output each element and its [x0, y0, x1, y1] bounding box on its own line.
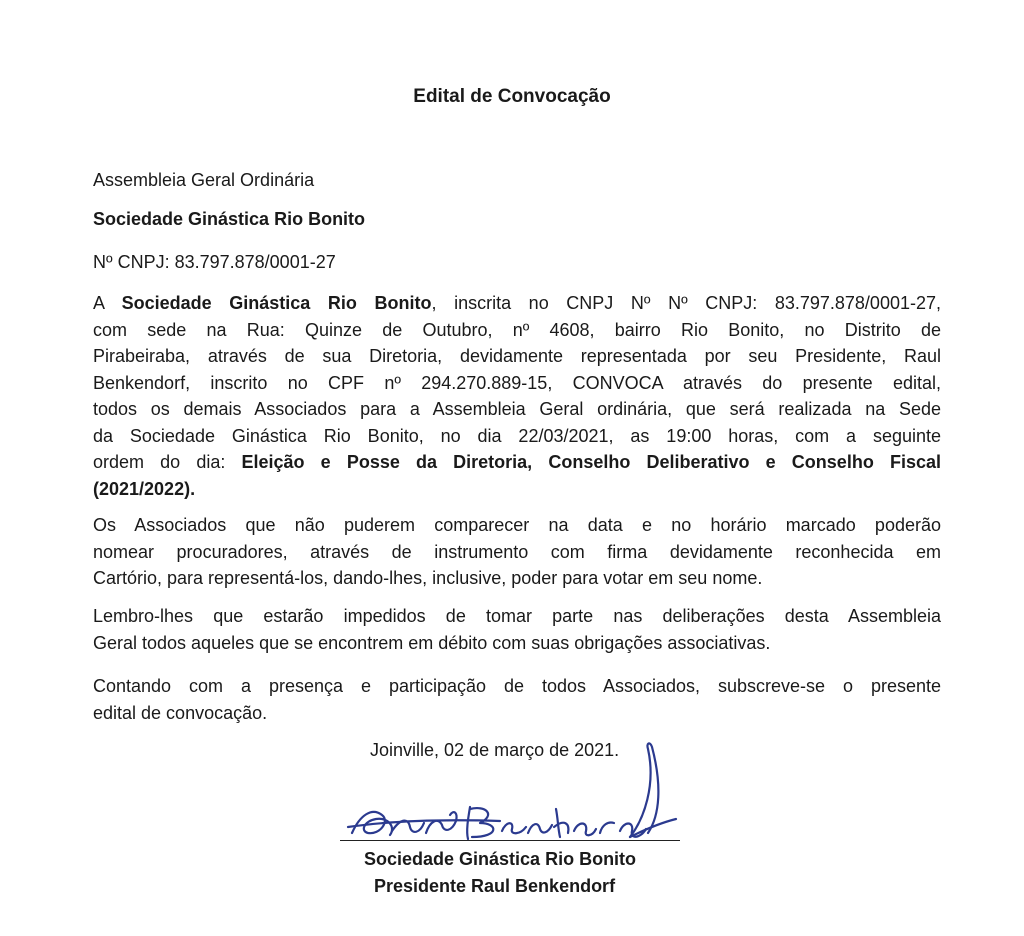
paragraph-line: da Sociedade Ginástica Rio Bonito, no dia 22/03/2021, as 19:00 horas, com a seguinte — [93, 425, 941, 446]
paragraph-line: Pirabeiraba, através de sua Diretoria, devidamente representada por seu Presidente, Raul — [93, 346, 941, 366]
document-title: Edital de Convocação — [413, 86, 611, 107]
paragraph-closing — [93, 673, 941, 726]
paragraph-line: Geral todos aqueles que se encontrem em débito com suas obrigações associativas. — [93, 632, 771, 653]
paragraph-line: Benkendorf, inscrito no CPF nº 294.270.889-15, CONVOCA através do presente edital, — [93, 372, 941, 393]
place-and-date: Joinville, 02 de março de 2021. — [370, 740, 620, 760]
organization-name: Sociedade Ginástica Rio Bonito — [93, 209, 366, 229]
paragraph-line: A Sociedade Ginástica Rio Bonito, inscrita no CNPJ Nº Nº CNPJ: 83.797.878/0001-27, — [93, 293, 941, 313]
signer-title: Presidente Raul Benkendorf — [374, 876, 616, 896]
cnpj-line: Nº CNPJ: 83.797.878/0001-27 — [93, 252, 336, 272]
handwritten-signature — [330, 735, 690, 855]
paragraph-line: Lembro-lhes que estarão impedidos de tomar parte nas deliberações desta Assembleia — [93, 606, 941, 626]
paragraph-line: edital de convocação. — [93, 702, 268, 723]
paragraph-line: Cartório, para representá-los, dando-lhes, inclusive, poder para votar em seu nome. — [93, 568, 763, 588]
signer-organization: Sociedade Ginástica Rio Bonito — [364, 849, 637, 869]
paragraph-proxies — [93, 512, 941, 592]
paragraph-line: ordem do dia: Eleição e Posse da Diretoria, Conselho Deliberativo e Conselho Fiscal — [93, 452, 941, 472]
organization-name-inline: Sociedade Ginástica Rio Bonito — [121, 293, 432, 313]
paragraph-line: todos os demais Associados para a Assembleia Geral ordinária, que será realizada na Sede — [93, 399, 941, 419]
agenda-text: Eleição e Posse da Diretoria, Conselho Deliberativo e Conselho Fiscal — [241, 452, 941, 472]
paragraph-line: nomear procuradores, através de instrumento com firma devidamente reconhecida em — [93, 541, 941, 562]
paragraph-impediments — [93, 603, 941, 656]
assembly-type: Assembleia Geral Ordinária — [93, 170, 315, 190]
agenda-period: (2021/2022). — [93, 478, 196, 499]
paragraph-line: Os Associados que não puderem comparecer na data e no horário marcado poderão — [93, 515, 941, 535]
paragraph-line: com sede na Rua: Quinze de Outubro, nº 4608, bairro Rio Bonito, no Distrito de — [93, 319, 941, 340]
paragraph-convocation — [93, 290, 941, 502]
paragraph-line: Contando com a presença e participação de todos Associados, subscreve-se o presente — [93, 676, 941, 696]
